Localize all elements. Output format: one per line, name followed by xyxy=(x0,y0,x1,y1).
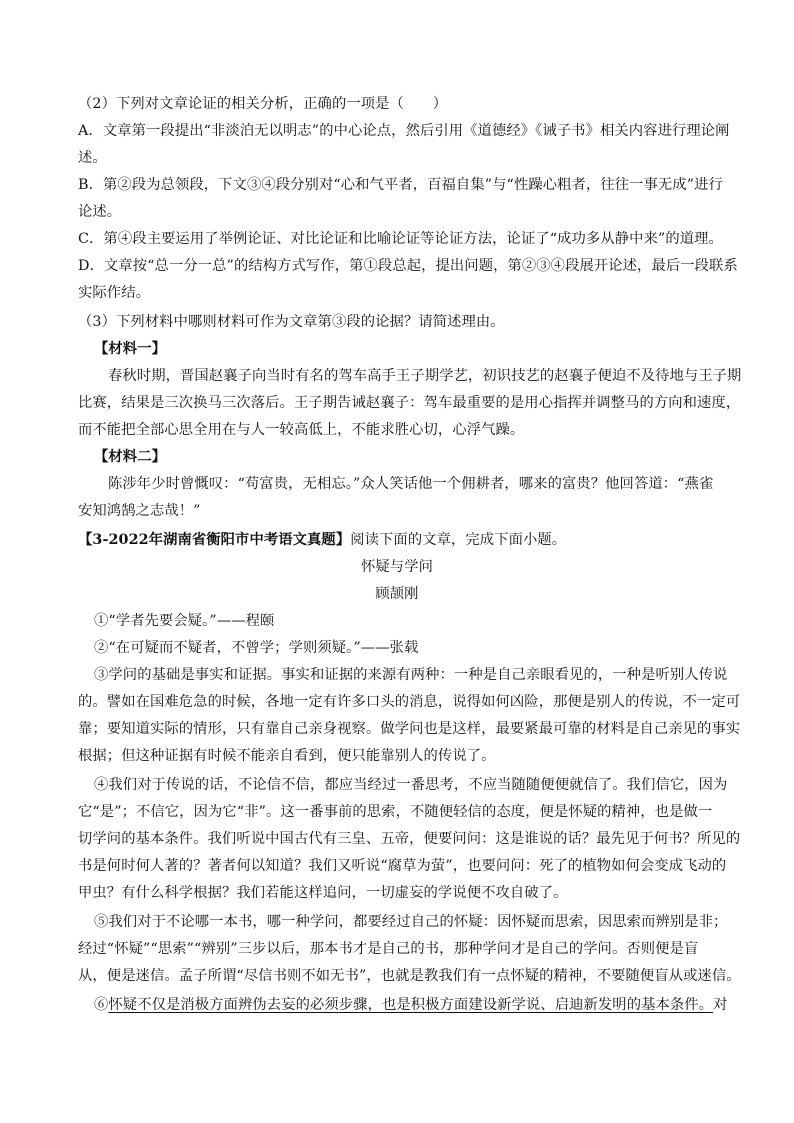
paragraph-1: ①“学者先要会疑。”——程颐 xyxy=(94,613,275,629)
section-instruction: 阅读下面的文章，完成下面小题。 xyxy=(350,532,567,548)
paragraph-4-line-3: 切学问的基本条件。我们听说中国古代有三皇、五帝，便要问问：这是谁说的话？最先见于何书？所见的 xyxy=(78,831,741,847)
question-2-title: （2）下列对文章论证的相关分析，正确的一项是（ ） xyxy=(78,96,448,112)
material-1-line-2: 比赛，结果是三次换马三次落后。王子期告诫赵襄子：驾车最重要的是用心指挥并调整马的方向和速度， xyxy=(78,395,741,411)
paragraph-4-line-5: 甲虫？有什么科学根据？我们若能这样追问，一切虚妄的学说便不攻自破了。 xyxy=(78,885,568,901)
option-b-line-2: 论述。 xyxy=(78,204,122,220)
paragraph-2: ②“在可疑而不疑者，不曾学；学则须疑。”——张载 xyxy=(94,640,419,656)
material-2-line-1: 陈涉年少时曾慨叹：“苟富贵，无相忘。”众人笑话他一个佣耕者，哪来的富贵？他回答道：“燕雀 xyxy=(108,476,714,492)
material-2-line-2: 安知鸿鹄之志哉！” xyxy=(78,503,201,519)
option-d-line-2: 实际作结。 xyxy=(78,285,150,301)
article-author: 顾颉刚 xyxy=(375,586,419,602)
question-3-title: （3）下列材料中哪则材料可作为文章第③段的论据？请简述理由。 xyxy=(78,314,505,330)
paragraph-3-line-1: ③学问的基础是事实和证据。事实和证据的来源有两种：一种是自己亲眼看见的，一种是听别人传说 xyxy=(94,667,728,683)
paragraph-3-line-2: 的。譬如在国难危急的时候，各地一定有许多口头的消息，说得如何凶险，那便是别人的传说，不一定可 xyxy=(78,694,741,710)
underlined-sentence: 怀疑不仅是消极方面辨伪去妄的必须步骤，也是积极方面建设新学说、启迪新发明的基本条件。 xyxy=(108,997,714,1013)
paragraph-4-line-1: ④我们对于传说的话，不论信不信，都应当经过一番思考，不应当随随便便就信了。我们信它，因为 xyxy=(94,777,728,793)
paragraph-5-line-3: 从，便是迷信。孟子所谓“尽信书则不如无书”，也就是教我们有一点怀疑的精神，不要随便盲从或迷信。 xyxy=(78,968,741,984)
option-c-line-1: C．第④段主要运用了举例论证、对比论证和比喻论证等论证方法，论证了“成功多从静中来”的道理。 xyxy=(78,231,723,247)
paragraph-6-number: ⑥ xyxy=(94,997,109,1013)
option-a-line-1: A．文章第一段提出“非淡泊无以明志”的中心论点，然后引用《道德经》《诫子书》相关内容进行理论阐 xyxy=(78,123,730,139)
material-1-line-3: 而不能把全部心思全用在与人一较高低上，不能求胜心切，心浮气躁。 xyxy=(78,422,525,438)
paragraph-5-line-1: ⑤我们对于不论哪一本书，哪一种学问，都要经过自己的怀疑：因怀疑而思索，因思索而辨别是非； xyxy=(94,914,728,930)
paragraph-3-line-3: 靠；要知道实际的情形，只有靠自己亲身视察。做学问也是这样，最要紧最可靠的材料是自己亲见的事实 xyxy=(78,721,741,737)
option-b-line-1: B．第②段为总领段，下文③④段分别对“心和气平者，百福自集”与“性躁心粗者，往往一事无成”进行 xyxy=(78,177,723,193)
paragraph-6-line-1 xyxy=(94,995,728,1015)
paragraph-5-line-2: 经过“怀疑”“思索”“辨别”三步以后，那本书才是自己的书，那种学问才是自己的学问。否则便是盲 xyxy=(78,941,699,957)
paragraph-4-line-4: 书是何时何人著的？著者何以知道？我们又听说“腐草为萤”，也要问问：死了的植物如何会变成飞动的 xyxy=(78,858,727,874)
material-2-heading: 【材料二】 xyxy=(94,449,166,465)
paragraph-4-line-2: 它“是”；不信它，因为它“非”。这一番事前的思索，不随便轻信的态度，便是怀疑的精神，也是做一 xyxy=(78,804,713,820)
material-1-line-1: 春秋时期，晋国赵襄子向当时有名的驾车高手王子期学艺，初识技艺的赵襄子便迫不及待地与王子期 xyxy=(108,368,742,384)
material-1-heading: 【材料一】 xyxy=(94,341,166,357)
section-3-header xyxy=(78,530,704,550)
article-title: 怀疑与学问 xyxy=(361,559,433,575)
source-label: 【3-2022年湖南省衡阳市中考语文真题】 xyxy=(78,532,351,548)
option-a-line-2: 述。 xyxy=(78,150,107,166)
paragraph-3-line-4: 根据；但这种证据有时候不能亲自看到，便只能靠别人的传说了。 xyxy=(78,748,496,764)
paragraph-6-continuation: 对 xyxy=(713,997,728,1013)
option-d-line-1: D．文章按“总一分一总”的结构方式写作，第①段总起，提出问题，第②③④段展开论述，最后一段联系 xyxy=(78,258,738,274)
